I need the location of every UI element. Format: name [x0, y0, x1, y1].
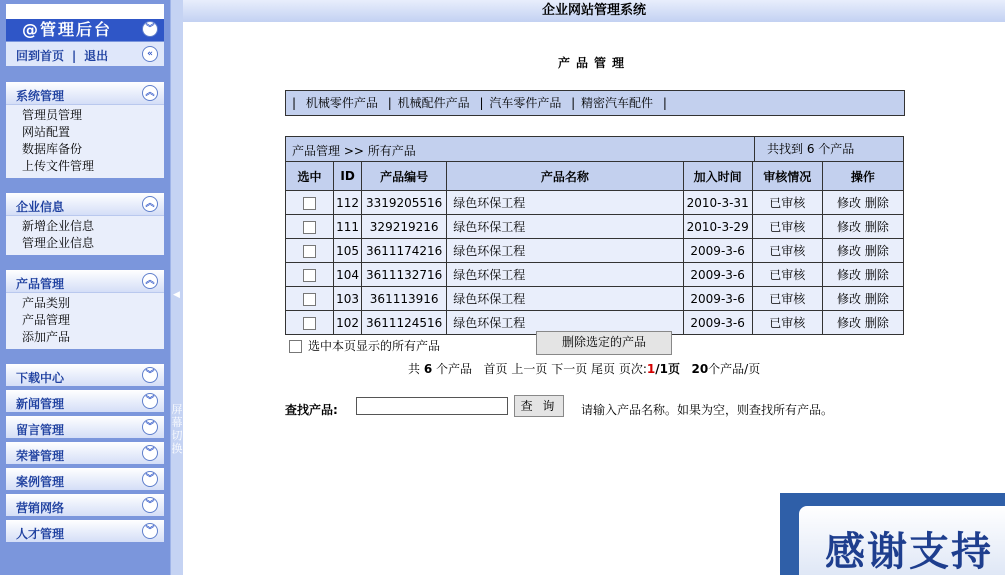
pager-per-page: 20: [691, 362, 709, 376]
select-all-row: [289, 337, 440, 354]
menu-item-manage-company-info[interactable]: 管理企业信息: [22, 236, 95, 250]
edit-link[interactable]: 修改: [836, 316, 861, 330]
cell-id: 111: [334, 215, 362, 239]
pager-pages: /1页: [655, 362, 681, 376]
cell-id: 103: [334, 287, 362, 311]
category-link[interactable]: 机械零件产品: [305, 96, 378, 110]
pager-per-page-suffix: 个产品/页: [708, 362, 761, 376]
pager: [408, 360, 760, 377]
menu-cases[interactable]: [6, 468, 164, 490]
thanks-banner: [780, 493, 1005, 575]
cell-status: 已审核: [752, 239, 822, 263]
menu-title: 人才管理: [16, 527, 65, 541]
table-row: [286, 215, 904, 239]
table-header-row: [286, 162, 904, 191]
banner-panel: [799, 506, 1005, 575]
pager-last[interactable]: 尾页: [591, 362, 616, 376]
pager-current: 1: [646, 362, 656, 376]
delete-link[interactable]: 删除: [864, 316, 889, 330]
expand-icon[interactable]: ︾: [142, 419, 158, 435]
select-all-label[interactable]: 选中本页显示的所有产品: [308, 339, 441, 353]
menu-talent[interactable]: [6, 520, 164, 542]
cell-id: 104: [334, 263, 362, 287]
collapse-icon[interactable]: ︽: [142, 85, 158, 101]
table-row: [286, 239, 904, 263]
double-left-icon[interactable]: «: [142, 46, 158, 62]
cell-date: 2009-3-6: [683, 287, 752, 311]
delete-link[interactable]: 删除: [864, 292, 889, 306]
cell-status: 已审核: [752, 191, 822, 215]
logout-link[interactable]: 退出: [84, 49, 109, 63]
separator: |: [387, 96, 392, 110]
cell-status: 已审核: [752, 287, 822, 311]
cell-status: 已审核: [752, 311, 822, 335]
system-title-bar: [183, 0, 1005, 22]
select-all-checkbox[interactable]: [289, 340, 302, 353]
col-select: 选中: [286, 162, 334, 191]
col-code: 产品编号: [362, 162, 447, 191]
result-count: 共找到 6 个产品: [754, 137, 906, 161]
expand-icon[interactable]: ︾: [142, 367, 158, 383]
edit-link[interactable]: 修改: [836, 220, 861, 234]
expand-icon[interactable]: ︾: [142, 445, 158, 461]
delete-link[interactable]: 删除: [864, 196, 889, 210]
menu-title: 留言管理: [16, 423, 65, 437]
menu-item-site-config[interactable]: 网站配置: [22, 125, 71, 139]
menu-download[interactable]: [6, 364, 164, 386]
separator: |: [571, 96, 576, 110]
edit-link[interactable]: 修改: [836, 196, 861, 210]
cell-code: 3611124516: [362, 311, 447, 335]
category-bar: [285, 90, 905, 116]
cell-id: 105: [334, 239, 362, 263]
cell-date: 2009-3-6: [683, 263, 752, 287]
cell-name: 绿色环保工程: [447, 215, 683, 239]
menu-item-db-backup[interactable]: 数据库备份: [22, 142, 83, 156]
edit-link[interactable]: 修改: [836, 268, 861, 282]
search-hint: 请输入产品名称。如果为空，则查找所有产品。: [581, 403, 834, 417]
separator: |: [292, 96, 297, 110]
delete-link[interactable]: 删除: [864, 220, 889, 234]
page-title: 产品管理: [557, 56, 630, 70]
menu-item-add-company-info[interactable]: 新增企业信息: [22, 219, 95, 233]
cell-code: 361113916: [362, 287, 447, 311]
menu-title: 案例管理: [16, 475, 65, 489]
expand-icon[interactable]: ︾: [142, 523, 158, 539]
row-checkbox[interactable]: [303, 245, 316, 258]
sidebar-links-row: [6, 42, 164, 66]
menu-item-add-product[interactable]: 添加产品: [22, 330, 71, 344]
pager-total-suffix: 个产品: [436, 362, 473, 376]
search-button[interactable]: 查 询: [514, 395, 564, 417]
screen-toggle-bar[interactable]: [170, 0, 183, 575]
delete-link[interactable]: 删除: [864, 244, 889, 258]
panel-title[interactable]: 系统管理: [16, 89, 65, 103]
pager-prev[interactable]: 上一页: [511, 362, 548, 376]
sidebar-top-strip: [6, 4, 164, 19]
menu-item-upload-files[interactable]: 上传文件管理: [22, 159, 95, 173]
breadcrumb: 产品管理 >> 所有产品: [292, 144, 416, 158]
pager-total-prefix: 共: [408, 362, 421, 376]
menu-item-product-manage[interactable]: 产品管理: [22, 313, 71, 327]
panel-system: [6, 82, 164, 178]
delete-link[interactable]: 删除: [864, 268, 889, 282]
panel-title[interactable]: 产品管理: [16, 277, 65, 291]
separator: |: [479, 96, 484, 110]
row-checkbox[interactable]: [303, 269, 316, 282]
row-checkbox[interactable]: [303, 293, 316, 306]
menu-marketing[interactable]: [6, 494, 164, 516]
table-row: [286, 287, 904, 311]
cell-date: 2009-3-6: [683, 239, 752, 263]
cell-code: 3319205516: [362, 191, 447, 215]
menu-item-admin[interactable]: 管理员管理: [22, 108, 83, 122]
panel-title[interactable]: 企业信息: [16, 200, 65, 214]
table-row: [286, 263, 904, 287]
edit-link[interactable]: 修改: [836, 244, 861, 258]
category-link[interactable]: 机械配件产品: [397, 96, 470, 110]
collapse-icon[interactable]: ︽: [142, 196, 158, 212]
pager-next[interactable]: 下一页: [551, 362, 588, 376]
cell-name: 绿色环保工程: [447, 287, 683, 311]
expand-icon[interactable]: ︾: [142, 497, 158, 513]
cell-code: 3611132716: [362, 263, 447, 287]
collapse-icon[interactable]: ︽: [142, 273, 158, 289]
sidebar-title: @管理后台: [6, 19, 164, 41]
col-status: 审核情况: [752, 162, 822, 191]
collapse-all-icon[interactable]: ︾: [142, 21, 158, 37]
col-date: 加入时间: [683, 162, 752, 191]
banner-text: 感谢支持: [825, 529, 993, 575]
list-header: [285, 136, 904, 162]
search-label: 查找产品:: [285, 403, 338, 417]
link-separator: |: [71, 49, 77, 63]
left-arrow-icon[interactable]: ◀: [173, 290, 180, 300]
cell-name: 绿色环保工程: [447, 239, 683, 263]
col-actions: 操作: [822, 162, 903, 191]
cell-status: 已审核: [752, 263, 822, 287]
row-checkbox[interactable]: [303, 221, 316, 234]
panel-products: [6, 270, 164, 349]
cell-date: 2009-3-6: [683, 311, 752, 335]
panel-company: [6, 193, 164, 255]
row-checkbox[interactable]: [303, 317, 316, 330]
category-link[interactable]: 精密汽车配件: [581, 96, 654, 110]
cell-status: 已审核: [752, 215, 822, 239]
cell-code: 3611174216: [362, 239, 447, 263]
product-table: [285, 161, 904, 335]
system-title: 企业网站管理系统: [541, 3, 646, 18]
expand-icon[interactable]: ︾: [142, 471, 158, 487]
row-checkbox[interactable]: [303, 197, 316, 210]
pager-total: 6: [423, 362, 433, 376]
menu-title: 营销网络: [16, 501, 65, 515]
pager-first[interactable]: 首页: [483, 362, 508, 376]
table-row: [286, 191, 904, 215]
cell-date: 2010-3-31: [683, 191, 752, 215]
search-input[interactable]: [356, 397, 508, 415]
cell-id: 112: [334, 191, 362, 215]
menu-title: 新闻管理: [16, 397, 65, 411]
cell-id: 102: [334, 311, 362, 335]
expand-icon[interactable]: ︾: [142, 393, 158, 409]
col-id: ID: [334, 162, 362, 191]
category-link[interactable]: 汽车零件产品: [489, 96, 562, 110]
menu-honors[interactable]: [6, 442, 164, 464]
screen-toggle-label[interactable]: 屏幕切换: [171, 403, 183, 455]
col-name: 产品名称: [447, 162, 683, 191]
cell-code: 329219216: [362, 215, 447, 239]
pager-page-label: 页次:: [618, 362, 647, 376]
cell-name: 绿色环保工程: [447, 311, 683, 335]
delete-selected-button[interactable]: 删除选定的产品: [536, 331, 672, 355]
menu-messages[interactable]: [6, 416, 164, 438]
cell-date: 2010-3-29: [683, 215, 752, 239]
sidebar: [0, 0, 170, 575]
home-link[interactable]: 回到首页: [16, 49, 65, 63]
menu-item-product-category[interactable]: 产品类别: [22, 296, 71, 310]
menu-news[interactable]: [6, 390, 164, 412]
menu-title: 荣誉管理: [16, 449, 65, 463]
separator: |: [662, 96, 667, 110]
menu-title: 下载中心: [16, 371, 65, 385]
cell-name: 绿色环保工程: [447, 191, 683, 215]
cell-name: 绿色环保工程: [447, 263, 683, 287]
edit-link[interactable]: 修改: [836, 292, 861, 306]
